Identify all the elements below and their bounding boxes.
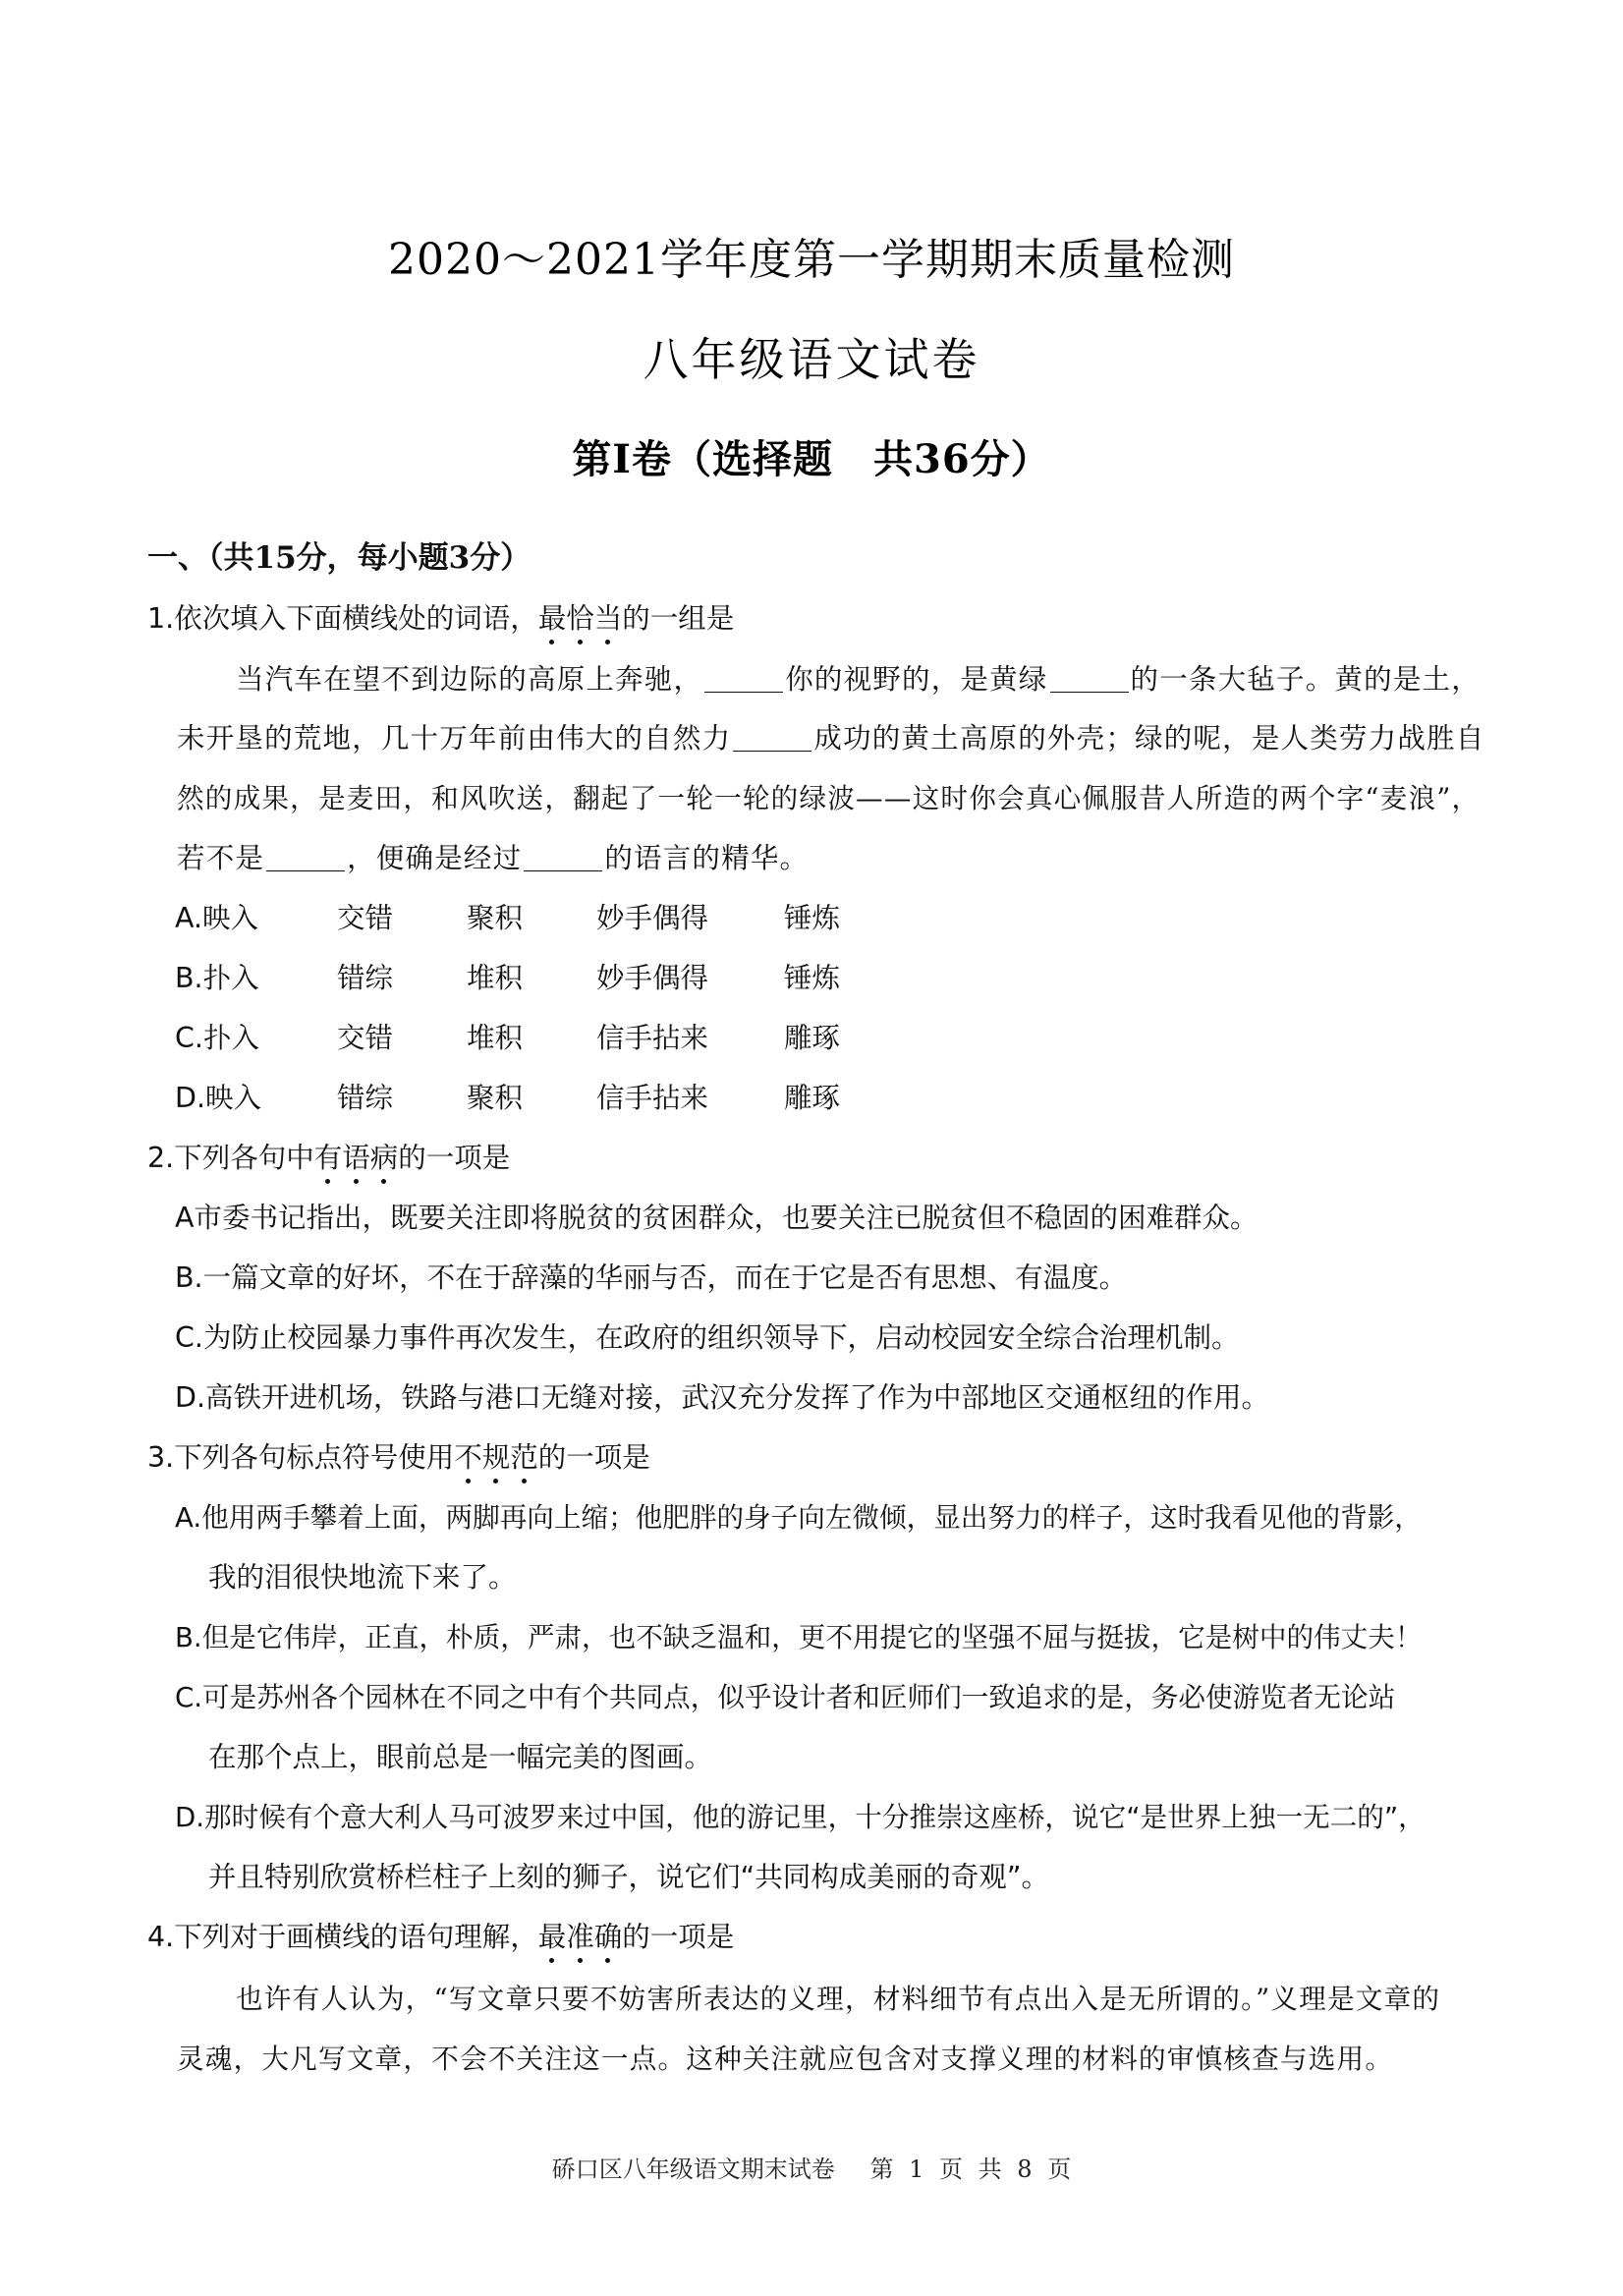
exam-page: 2020～2021学年度第一学期期末质量检测 八年级语文试卷 第Ⅰ卷（选择题 共36分） 一、（共15分，每小题3分） 1.依次填入下面横线处的词语，最恰当的一组是 当汽车在望不到边际的高原上奔驰， 你的视野的，是黄绿 的一条大毡子。黄的是土， 未开垦的荒地，几十万年前由伟大的自然力 成功的黄土高原的外壳；绿的呢，是人类劳力战胜自 然的成果，是麦田，和风吹送，翻起了一轮一轮的绿波——这时你会真心佩服昔人所造的两个字“麦浪”， 若不是 ，便确是经过 的语言的精华。 A.映入 交错 聚积 妙手偶得 锤炼 B.扑入 错综 堆积 妙手偶得 锤炼 C.扑入 交错 堆积 信手拈来 雕琢 D.映入 错综 聚积 信手拈来 雕琢 2.下列各句中有语病的一项是 A市委书记指出，既要关注即将脱贫的贫困群众，也要关注已脱贫但不稳固的困难群众。 B.一篇文章的好坏，不在于辞藻的华丽与否，而在于它是否有思想、有温度。 C.为防止校园暴力事件再次发生，在政府的组织领导下，启动校园安全综合治理机制。 D.高铁开进机场，铁路与港口无缝对接，武汉充分发挥了作为中部地区交通枢纽的作用。 3.下列各句标点符号使用不规范的一项是 A.他用两手攀着上面，两脚再向上缩；他肥胖的身子向左微倾，显出努力的样子，这时我看见他的背影， 我的泪很快地流下来了。 B.但是它伟岸，正直，朴质，严肃，也不缺乏温和，更不用提它的坚强不屈与挺拔，它是树中的伟丈夫！ C.可是苏州各个园林在不同之中有个共同点，似乎设计者和匠师们一致追求的是，务必使游览者无论站 在那个点上，眼前总是一幅完美的图画。 D.那时候有个意大利人马可波罗来过中国，他的游记里，十分推崇这座桥，说它“是世界上独一无二的”， 并且特别欣赏桥栏柱子上刻的狮子，说它们“共同构成美丽的奇观”。 4.下列对于画横线的语句理解，最准确的一项是 也许有人认为，“写文章只要不妨害所表达的义理，材料细节有点出入是无所谓的。”义理是文章的 灵魂，大凡写文章，不会不关注这一点。这种关注就应包含对支撑义理的材料的审慎核查与选用。 硚口区八年级语文期末试卷 第 1 页 共 8 页 bbox=[0, 0, 1623, 2296]
blank-5 bbox=[524, 843, 602, 871]
q3-option-c-line-2: 在那个点上，眼前总是一幅完美的图画。 bbox=[208, 1741, 713, 1773]
emphasis-char: 当 bbox=[594, 599, 623, 639]
blank-4 bbox=[266, 843, 345, 871]
blank-2 bbox=[1050, 664, 1129, 693]
q1-passage-line-4: 若不是 ，便确是经过 的语言的精华。 bbox=[177, 842, 810, 874]
emphasis-char: 不 bbox=[454, 1438, 482, 1478]
q1-passage-line-1: 当汽车在望不到边际的高原上奔驰， 你的视野的，是黄绿 的一条大毡子。黄的是土， bbox=[236, 663, 1481, 696]
emphasis-char: 规 bbox=[482, 1438, 511, 1478]
emphasis-char: 语 bbox=[342, 1139, 370, 1178]
q2-option-d: D.高铁开进机场，铁路与港口无缝对接，武汉充分发挥了作为中部地区交通枢纽的作用。 bbox=[175, 1381, 1270, 1414]
q2-option-a: A市委书记指出，既要关注即将脱贫的贫困群众，也要关注已脱贫但不稳固的困难群众。 bbox=[175, 1202, 1259, 1234]
emphasis-char: 范 bbox=[510, 1438, 538, 1478]
page-footer: 硚口区八年级语文期末试卷 第 1 页 共 8 页 bbox=[551, 2156, 1072, 2183]
q3-option-d-line-1: D.那时候有个意大利人马可波罗来过中国，他的游记里，十分推崇这座桥，说它“是世界上独一无二的”， bbox=[175, 1801, 1426, 1833]
q1-passage-line-3: 然的成果，是麦田，和风吹送，翻起了一轮一轮的绿波——这时你会真心佩服昔人所造的两个字“麦浪”， bbox=[177, 782, 1481, 814]
exam-subtitle: 八年级语文试卷 bbox=[643, 333, 980, 386]
q1-emphasis bbox=[538, 602, 623, 635]
emphasis-char: 最 bbox=[538, 599, 567, 639]
exam-title: 2020～2021学年度第一学期期末质量检测 bbox=[388, 235, 1235, 285]
q1-stem-c: 的一组是 bbox=[622, 602, 735, 635]
emphasis-char: 确 bbox=[594, 1918, 623, 1957]
q1-passage-line-2: 未开垦的荒地，几十万年前由伟大的自然力 成功的黄土高原的外壳；绿的呢，是人类劳力战胜自 bbox=[177, 722, 1485, 755]
emphasis-char: 有 bbox=[314, 1139, 343, 1178]
q4-emphasis bbox=[538, 1921, 623, 1953]
q2-option-b: B.一篇文章的好坏，不在于辞藻的华丽与否，而在于它是否有思想、有温度。 bbox=[175, 1261, 1128, 1294]
footer-exam-name: 硚口区八年级语文期末试卷 bbox=[551, 2156, 835, 2183]
q2-option-c: C.为防止校园暴力事件再次发生，在政府的组织领导下，启动校园安全综合治理机制。 bbox=[175, 1321, 1240, 1354]
q3-option-b: B.但是它伟岸，正直，朴质，严肃，也不缺乏温和，更不用提它的坚强不屈与挺拔，它是树中的伟丈夫！ bbox=[175, 1621, 1423, 1653]
question-2-stem: 2.下列各句中有语病的一项是 bbox=[147, 1139, 510, 1178]
volume-heading: 第Ⅰ卷（选择题 共36分） bbox=[572, 436, 1051, 482]
blank-1 bbox=[704, 664, 783, 693]
q3-emphasis bbox=[454, 1441, 538, 1474]
q3-option-d-line-2: 并且特别欣赏桥栏柱子上刻的狮子，说它们“共同构成美丽的奇观”。 bbox=[208, 1861, 1050, 1893]
question-1-stem bbox=[147, 599, 734, 639]
q2-emphasis bbox=[314, 1142, 399, 1174]
section-heading: 一、（共15分，每小题3分） bbox=[147, 540, 532, 576]
q3-option-c-line-1: C.可是苏州各个园林在不同之中有个共同点，似乎设计者和匠师们一致追求的是，务必使游览者无论站 bbox=[175, 1681, 1396, 1713]
emphasis-char: 恰 bbox=[566, 599, 594, 639]
footer-total-pages: 8 bbox=[1017, 2156, 1033, 2183]
blank-3 bbox=[733, 723, 812, 752]
question-3-stem: 3.下列各句标点符号使用不规范的一项是 bbox=[147, 1438, 650, 1478]
q3-option-a-line-2: 我的泪很快地流下来了。 bbox=[208, 1561, 517, 1594]
q4-passage-line-1: 也许有人认为，“写文章只要不妨害所表达的义理，材料细节有点出入是无所谓的。”义理是文章的 bbox=[236, 1983, 1441, 2015]
q4-passage-line-2: 灵魂，大凡写文章，不会不关注这一点。这种关注就应包含对支撑义理的材料的审慎核查与选用。 bbox=[177, 2043, 1394, 2075]
question-4-stem: 4.下列对于画横线的语句理解，最准确的一项是 bbox=[147, 1918, 734, 1957]
q1-stem-a: 1.依次填入下面横线处的词语， bbox=[147, 602, 538, 635]
emphasis-char: 病 bbox=[370, 1139, 399, 1178]
emphasis-char: 准 bbox=[566, 1918, 594, 1957]
emphasis-char: 最 bbox=[538, 1918, 567, 1957]
q3-option-a-line-1: A.他用两手攀着上面，两脚再向上缩；他肥胖的身子向左微倾，显出努力的样子，这时我看见他的背影， bbox=[175, 1501, 1422, 1534]
footer-page-number: 1 bbox=[909, 2156, 924, 2183]
